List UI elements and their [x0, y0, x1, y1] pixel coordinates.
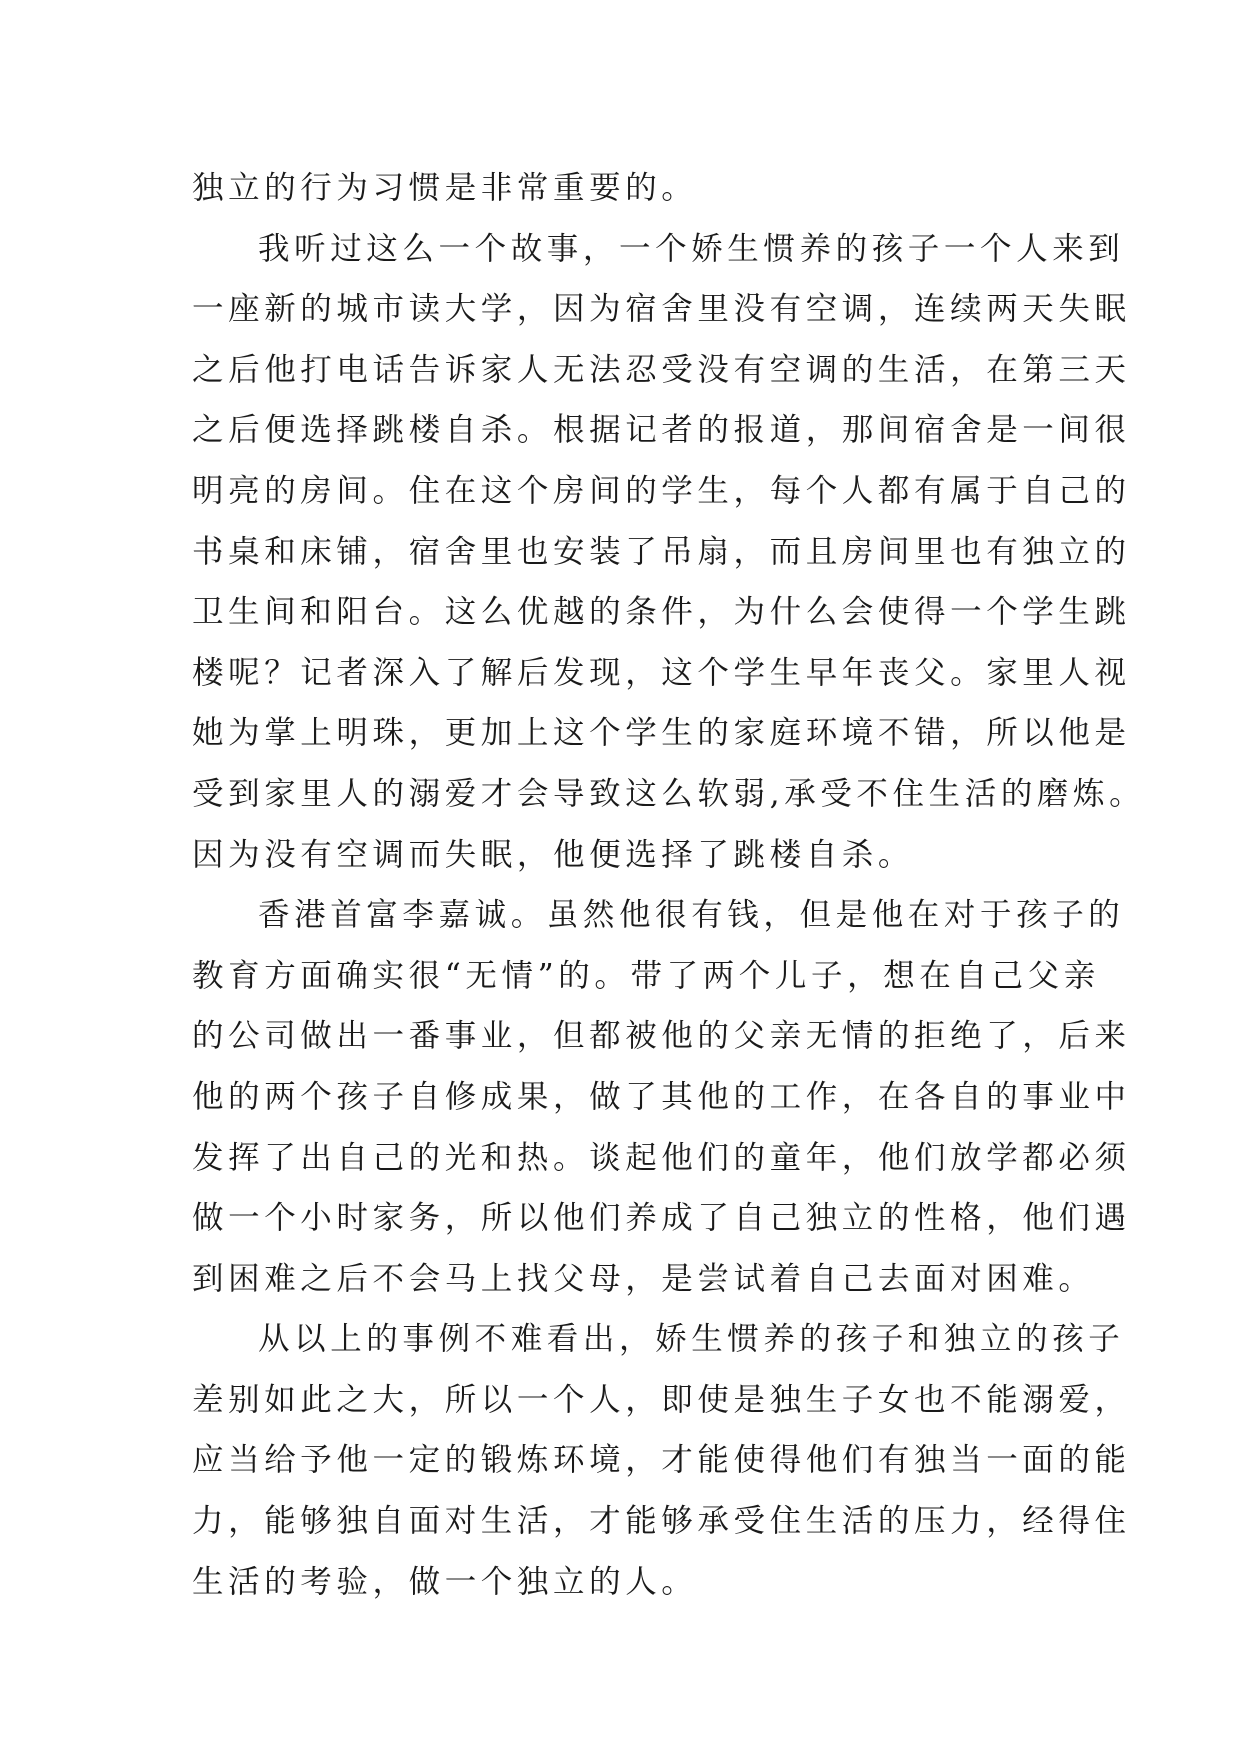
text-line: 力，能够独自面对生活，才能够承受住生活的压力，经得住 — [192, 1503, 1131, 1540]
text-line: 发挥了出自己的光和热。谈起他们的童年，他们放学都必须 — [192, 1139, 1131, 1176]
text-line: 卫生间和阳台。这么优越的条件，为什么会使得一个学生跳 — [192, 594, 1131, 631]
text-line: 教育方面确实很“无情”的。带了两个儿子，想在自己父亲 — [192, 957, 1100, 994]
text-line: 生活的考验，做一个独立的人。 — [192, 1563, 698, 1600]
text-line: 他的两个孩子自修成果，做了其他的工作，在各自的事业中 — [192, 1078, 1131, 1115]
paragraph-first-line: 香港首富李嘉诚。虽然他很有钱，但是他在对于孩子的 — [258, 897, 1125, 934]
body-text — [192, 158, 1146, 1612]
text-line: 之后他打电话告诉家人无法忍受没有空调的生活，在第三天 — [192, 351, 1131, 388]
text-line: 一座新的城市读大学，因为宿舍里没有空调，连续两天失眠 — [192, 291, 1131, 328]
text-line: 做一个小时家务，所以他们养成了自己独立的性格，他们遇 — [192, 1200, 1131, 1237]
text-line: 楼呢？记者深入了解后发现，这个学生早年丧父。家里人视 — [192, 654, 1131, 691]
text-line: 的公司做出一番事业，但都被他的父亲无情的拒绝了，后来 — [192, 1018, 1131, 1055]
text-line: 因为没有空调而失眠，他便选择了跳楼自杀。 — [192, 836, 915, 873]
text-line: 书桌和床铺，宿舍里也安装了吊扇，而且房间里也有独立的 — [192, 533, 1131, 570]
text-line: 之后便选择跳楼自杀。根据记者的报道，那间宿舍是一间很 — [192, 412, 1131, 449]
text-line: 到困难之后不会马上找父母，是尝试着自己去面对困难。 — [192, 1260, 1095, 1297]
text-line: 独立的行为习惯是非常重要的。 — [192, 170, 698, 206]
text-line: 明亮的房间。住在这个房间的学生，每个人都有属于自己的 — [192, 472, 1131, 509]
paragraph-first-line: 我听过这么一个故事，一个娇生惯养的孩子一个人来到 — [258, 230, 1125, 267]
text-line: 应当给予他一定的锻炼环境，才能使得他们有独当一面的能 — [192, 1442, 1131, 1479]
text-line: 受到家里人的溺爱才会导致这么软弱,承受不住生活的磨炼。 — [192, 775, 1146, 812]
paragraph-first-line: 从以上的事例不难看出，娇生惯养的孩子和独立的孩子 — [258, 1321, 1125, 1358]
text-line: 差别如此之大，所以一个人，即使是独生子女也不能溺爱， — [192, 1381, 1131, 1418]
text-line: 她为掌上明珠，更加上这个学生的家庭环境不错，所以他是 — [192, 715, 1131, 752]
